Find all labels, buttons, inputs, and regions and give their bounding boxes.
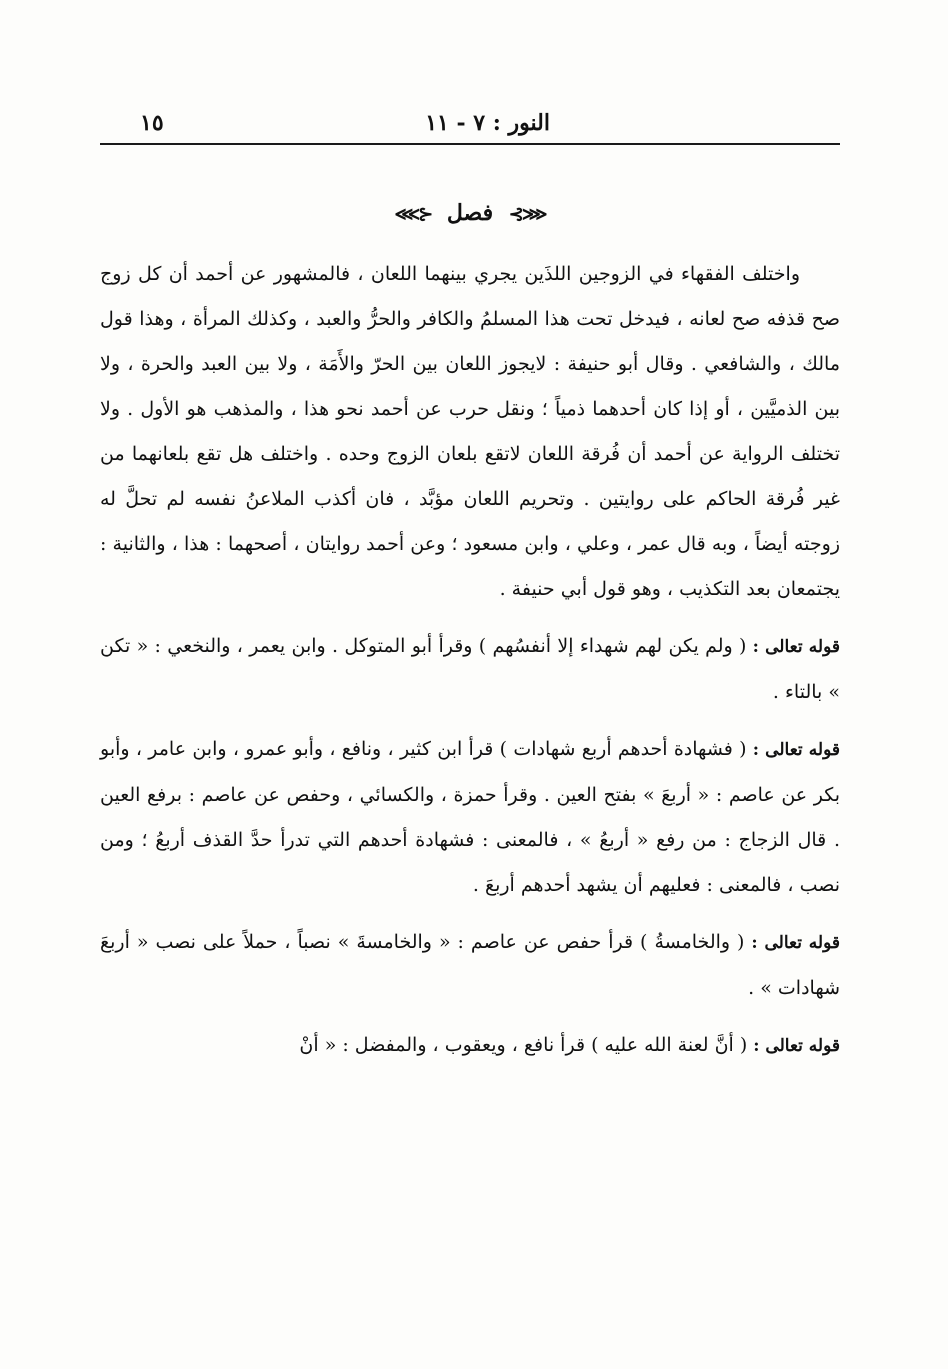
paragraph (100, 252, 840, 612)
paragraph-text: ( ولم يكن لهم شهداء إلا أنفسُهم ) وقرأ أبو المتوكل . وابن يعمر ، والنخعي : « تكن » بالتاء . (100, 635, 840, 703)
verse-label: قوله تعالى : (752, 740, 841, 760)
paragraph-text: ( فشهادة أحدهم أربع شهادات ) قرأ ابن كثير ، ونافع ، وأبو عمرو ، وابن عامر ، وأبو بكر عن عاصم : « أربعَ » بفتح العين . وقرأ حمزة ، والكسائي ، وحفص عن عاصم : برفع العين . قال الزجاج : من رفع « أربعُ » ، فالمعنى : فشهادة أحدهم التي تدرأ حدَّ القذف أربعُ ؛ ومن نصب ، فالمعنى : فعليهم أن يشهد أحدهم أربعَ . (100, 738, 840, 896)
section-heading (100, 200, 840, 226)
paragraph-text: ( والخامسةُ ) قرأ حفص عن عاصم : « والخامسةَ » نصباً ، حملاً على نصب « أربعَ شهادات » . (100, 931, 840, 999)
verse-label: قوله تعالى : (751, 933, 841, 953)
page-number: ١٥ (140, 110, 164, 136)
ornament-left-icon: ⊰⋙ (394, 204, 432, 225)
paragraph (100, 920, 840, 1011)
paragraph (100, 624, 840, 715)
section-title: فصل (446, 200, 494, 226)
running-head (100, 110, 840, 144)
verse-label: قوله تعالى : (752, 637, 840, 657)
ornament-right-icon: ⋘⊱ (508, 204, 546, 225)
verse-label: قوله تعالى : (753, 1036, 840, 1056)
header-rule (100, 143, 840, 145)
paragraph-text: ( أنَّ لعنة الله عليه ) قرأ نافع ، ويعقوب ، والمفضل : « أنْ (299, 1034, 748, 1056)
paragraph-text: واختلف الفقهاء في الزوجين اللذَين يجري بينهما اللعان ، فالمشهور عن أحمد أن كل زوج صح قذفه صح لعانه ، فيدخل تحت هذا المسلمُ والكافر والحرُّ والعبد ، وكذلك المرأة ، وهذا قول مالك ، والشافعي . وقال أبو حنيفة : لايجوز اللعان بين الحرّ والأَمَة ، ولا بين العبد والحرة ، ولا بين الذميَّين ، أو إذا كان أحدهما ذمياً ؛ ونقل حرب عن أحمد نحو هذا ، والمذهب هو الأول . ولا تختلف الرواية عن أحمد أن فُرقة اللعان لاتقع بلعان الزوج وحده . واختلف هل تقع بلعانهما من غير فُرقة الحاكم على روايتين . وتحريم اللعان مؤبَّد ، فان أكذب الملاعنُ نفسه لم تحلَّ له زوجته أيضاً ، وبه قال عمر ، وعلي ، وابن مسعود ؛ وعن أحمد روايتان ، أصحهما : هذا ، والثانية : يجتمعان بعد التكذيب ، وهو قول أبي حنيفة . (100, 263, 840, 600)
paragraph (100, 1023, 840, 1069)
running-title: النور : ٧ - ١١ (425, 110, 550, 136)
body-text (100, 252, 840, 1081)
paragraph (100, 727, 840, 908)
